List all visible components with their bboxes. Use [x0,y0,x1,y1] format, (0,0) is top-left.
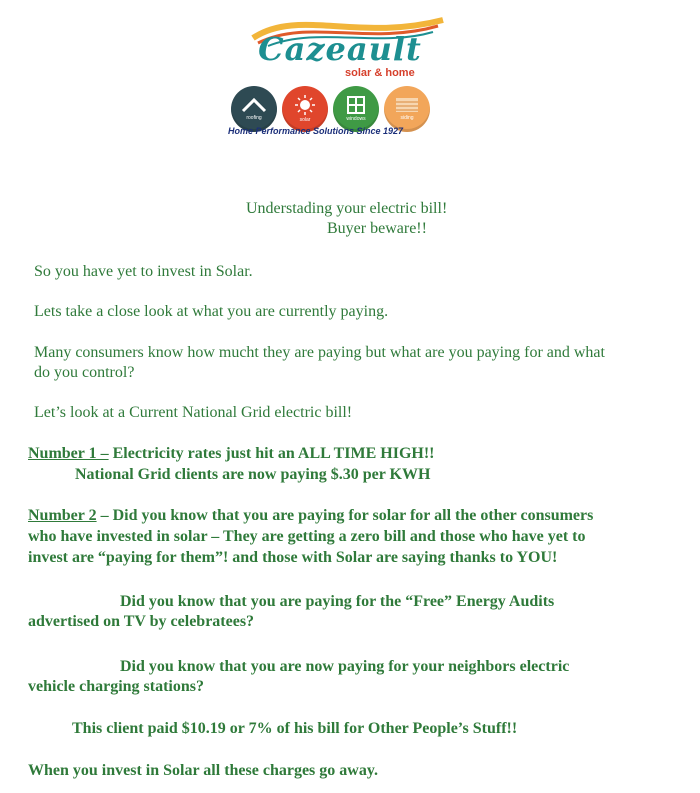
company-logo [0,0,700,150]
number-1-label: Number 1 – [28,445,109,462]
brand-name: Cazeault [258,30,422,68]
logo-tagline: Home Performance Solutions Since 1927 [228,126,404,136]
number-2-text: – Did you know that you are paying for solar for all the other consumers [100,507,594,524]
number-2-line-3: invest are “paying for them”! and those with Solar are saying thanks to YOU! [28,549,558,566]
paragraph-2: Lets take a close look at what you are currently paying. [34,303,389,320]
windows-label: windows [346,116,366,122]
heading-line-1: Understading your electric bill! [246,200,448,217]
number-1-line-1 [28,445,435,463]
solar-label: solar [299,117,311,123]
roofing-label: roofing [246,115,262,121]
audits-line-2: advertised on TV by celebratees? [28,613,255,630]
brand-subtitle: solar & home [345,67,415,79]
client-statement: This client paid $10.19 or 7% of his bill for Other People’s Stuff!! [72,720,518,737]
number-2-label: Number 2 [28,507,97,524]
paragraph-4: Let’s look at a Current National Grid electric bill! [34,404,353,421]
paragraph-3-line-1: Many consumers know how mucht they are paying but what are you paying for and what [34,344,605,361]
ev-line-2: vehicle charging stations? [28,678,204,695]
paragraph-1: So you have yet to invest in Solar. [34,263,253,280]
heading-line-2: Buyer beware!! [327,220,427,237]
number-1-text: Electricity rates just hit an ALL TIME HIGH!! [112,445,435,462]
number-2-line-2: who have invested in solar – They are getting a zero bill and those who have yet to [28,528,586,545]
number-1-line-2: National Grid clients are now paying $.30 per KWH [75,466,431,483]
siding-label: siding [400,115,414,121]
audits-line-1: Did you know that you are paying for the “Free” Energy Audits [120,593,555,610]
ev-line-1: Did you know that you are now paying for your neighbors electric [120,658,570,675]
number-2-line-1 [28,507,593,525]
paragraph-3-line-2: do you control? [34,364,135,381]
closing-statement: When you invest in Solar all these charges go away. [28,762,378,779]
